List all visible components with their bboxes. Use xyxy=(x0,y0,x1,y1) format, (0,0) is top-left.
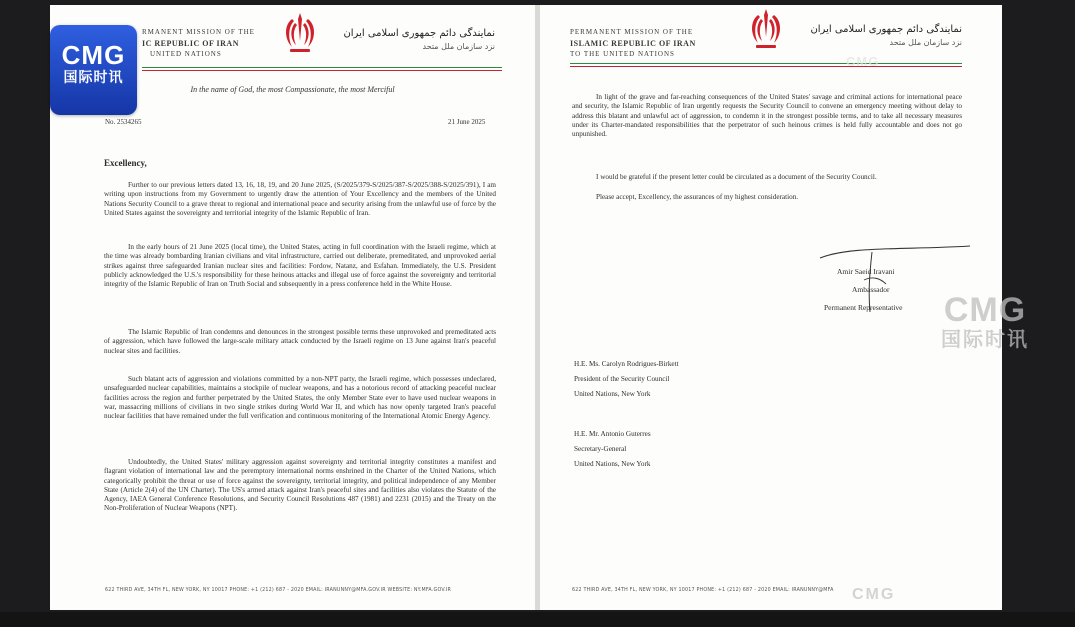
paragraph-6: In light of the grave and far-reaching consequences of the United States' savage and criminal actions for international peace and security, the Islamic Republic of Iran urgently requests the Security Council to convene an emergency meeting without delay to address this blatant and unlawful act of aggression, to condemn it in the strongest possible terms, and to take all necessary measures under its Charter-mandated responsibilities that the perpetrator of such heinous crimes is held fully accountable and does not go unpunished. xyxy=(572,93,962,139)
signatory-role: Permanent Representative xyxy=(824,303,903,312)
letter-number: No. 2534265 xyxy=(105,118,142,126)
cmg-logo: CMG 国际时讯 xyxy=(50,25,137,115)
mission-header: RMANENT MISSION OF THE IC REPUBLIC OF IRAN UNITED NATIONS xyxy=(142,28,255,58)
mission-header: PERMANENT MISSION OF THE ISLAMIC REPUBLIC OF IRAN TO THE UNITED NATIONS xyxy=(570,28,696,58)
paragraph-3: The Islamic Republic of Iran condemns and denounces in the strongest possible terms these unprovoked and premeditated acts of aggression, which have followed the large-scale military attack conducted by the Israeli regime on 13 June against Iran's peaceful nuclear sites and facilities. xyxy=(104,328,496,355)
letterhead-footer: 622 THIRD AVE, 34TH FL, NEW YORK, NY 10017 PHONE: +1 (212) 687 - 2020 EMAIL: IRANUNNY@MFA xyxy=(572,588,834,593)
signatory-title: Ambassador xyxy=(852,285,890,294)
paragraph-7: I would be grateful if the present letter could be circulated as a document of the Security Council. xyxy=(596,173,877,181)
farsi-header: نمایندگی دائم جمهوری اسلامی ایران نزد سازمان ملل متحد xyxy=(343,28,495,51)
salutation: Excellency, xyxy=(104,158,147,168)
addressee-1: H.E. Ms. Carolyn Rodrigues-Birkett President of the Security Council United Nations, New York xyxy=(574,360,679,398)
addressee-2: H.E. Mr. Antonio Guterres Secretary-General United Nations, New York xyxy=(574,430,651,468)
farsi-header: نمایندگی دائم جمهوری اسلامی ایران نزد سازمان ملل متحد xyxy=(810,24,962,47)
letter-date: 21 June 2025 xyxy=(448,118,486,126)
iran-emblem-icon xyxy=(742,7,790,51)
video-bottom-bar xyxy=(0,612,1075,627)
cmg-watermark-faint: CMG xyxy=(846,54,880,69)
paragraph-2: In the early hours of 21 June 2025 (local time), the United States, acting in full coordination with the Israeli regime, which at the time was already bombarding Iranian civilians and vital infrastructure, carried out deliberate, premeditated, and unprovoked aerial strikes against three safeguarded Iranian nuclear sites and facilities: Fordow, Natanz, and Esfahan. Immediately, the U.S. President publicly acknowledged the U.S.'s responsibility for these heinous attacks and illegal use of force against the sovereignty and territorial integrity of the Islamic Republic of Iran on Truth Social and subsequently in a press conference held in the White House. xyxy=(104,243,496,289)
paragraph-8: Please accept, Excellency, the assurances of my highest consideration. xyxy=(596,193,799,201)
flag-stripe xyxy=(142,67,502,71)
letterhead-footer: 622 THIRD AVE, 34TH FL, NEW YORK, NY 10017 PHONE: +1 (212) 687 - 2020 EMAIL: IRANUNNY@MFA.GOV.IR WEBSITE: NY.MFA.GOV.IR xyxy=(105,588,452,593)
bismillah: In the name of God, the most Compassionate, the most Merciful xyxy=(190,85,395,94)
paragraph-5: Undoubtedly, the United States' military aggression against sovereignty and territorial integrity constitutes a manifest and flagrant violation of international law and the peremptory international norms enshrined in the Charter of the United Nations, which categorically prohibit the threat or use of force against the sovereignty, territorial integrity, and political independence of any Member State (Article 2(4) of the UN Charter). The US's armed attack against Iran's peaceful sites and facilities also violates the Statute of the Agency, IAEA General Conference Resolutions, and Security Council Resolutions 487 (1981) and 2231 (2015) and the Treaty on the Non-Proliferation of Nuclear Weapons (NPT). xyxy=(104,458,496,513)
paragraph-4: Such blatant acts of aggression and violations committed by a non-NPT party, the Israeli regime, which possesses undeclared, unsafeguarded nuclear capabilities, maintains a stockpile of nuclear weapons, and has a notorious record of attacking peaceful nuclear facilities across the region and further perpetrated by the United States, the only Member State ever to have used nuclear weapons in war, massacring millions of civilians in two single strikes during World War II, and which has now openly targeted Iran's peaceful nuclear facilities that have remained under the full verification and continuous monitoring of the International Atomic Energy Agency. xyxy=(104,375,496,421)
flag-stripe xyxy=(570,63,962,67)
cmg-watermark-bottom: CMG xyxy=(852,586,896,603)
paragraph-1: Further to our previous letters dated 13, 16, 18, 19, and 20 June 2025, (S/2025/379-S/2025/387-S/2025/388-S/2025/391), I am writing upon instructions from my Government to urgently draw the attention of Your Excellency and the members of the United Nations Security Council to a grave threat to regional and international peace and security arising from the unlawful use of force by the United States against the sovereignty and territorial integrity of the Islamic Republic of Iran. xyxy=(104,181,496,217)
cmg-watermark: CMG 国际时讯 xyxy=(941,291,1029,351)
iran-emblem-icon xyxy=(276,11,324,55)
signatory-name: Amir Saeid Iravani xyxy=(837,267,895,276)
